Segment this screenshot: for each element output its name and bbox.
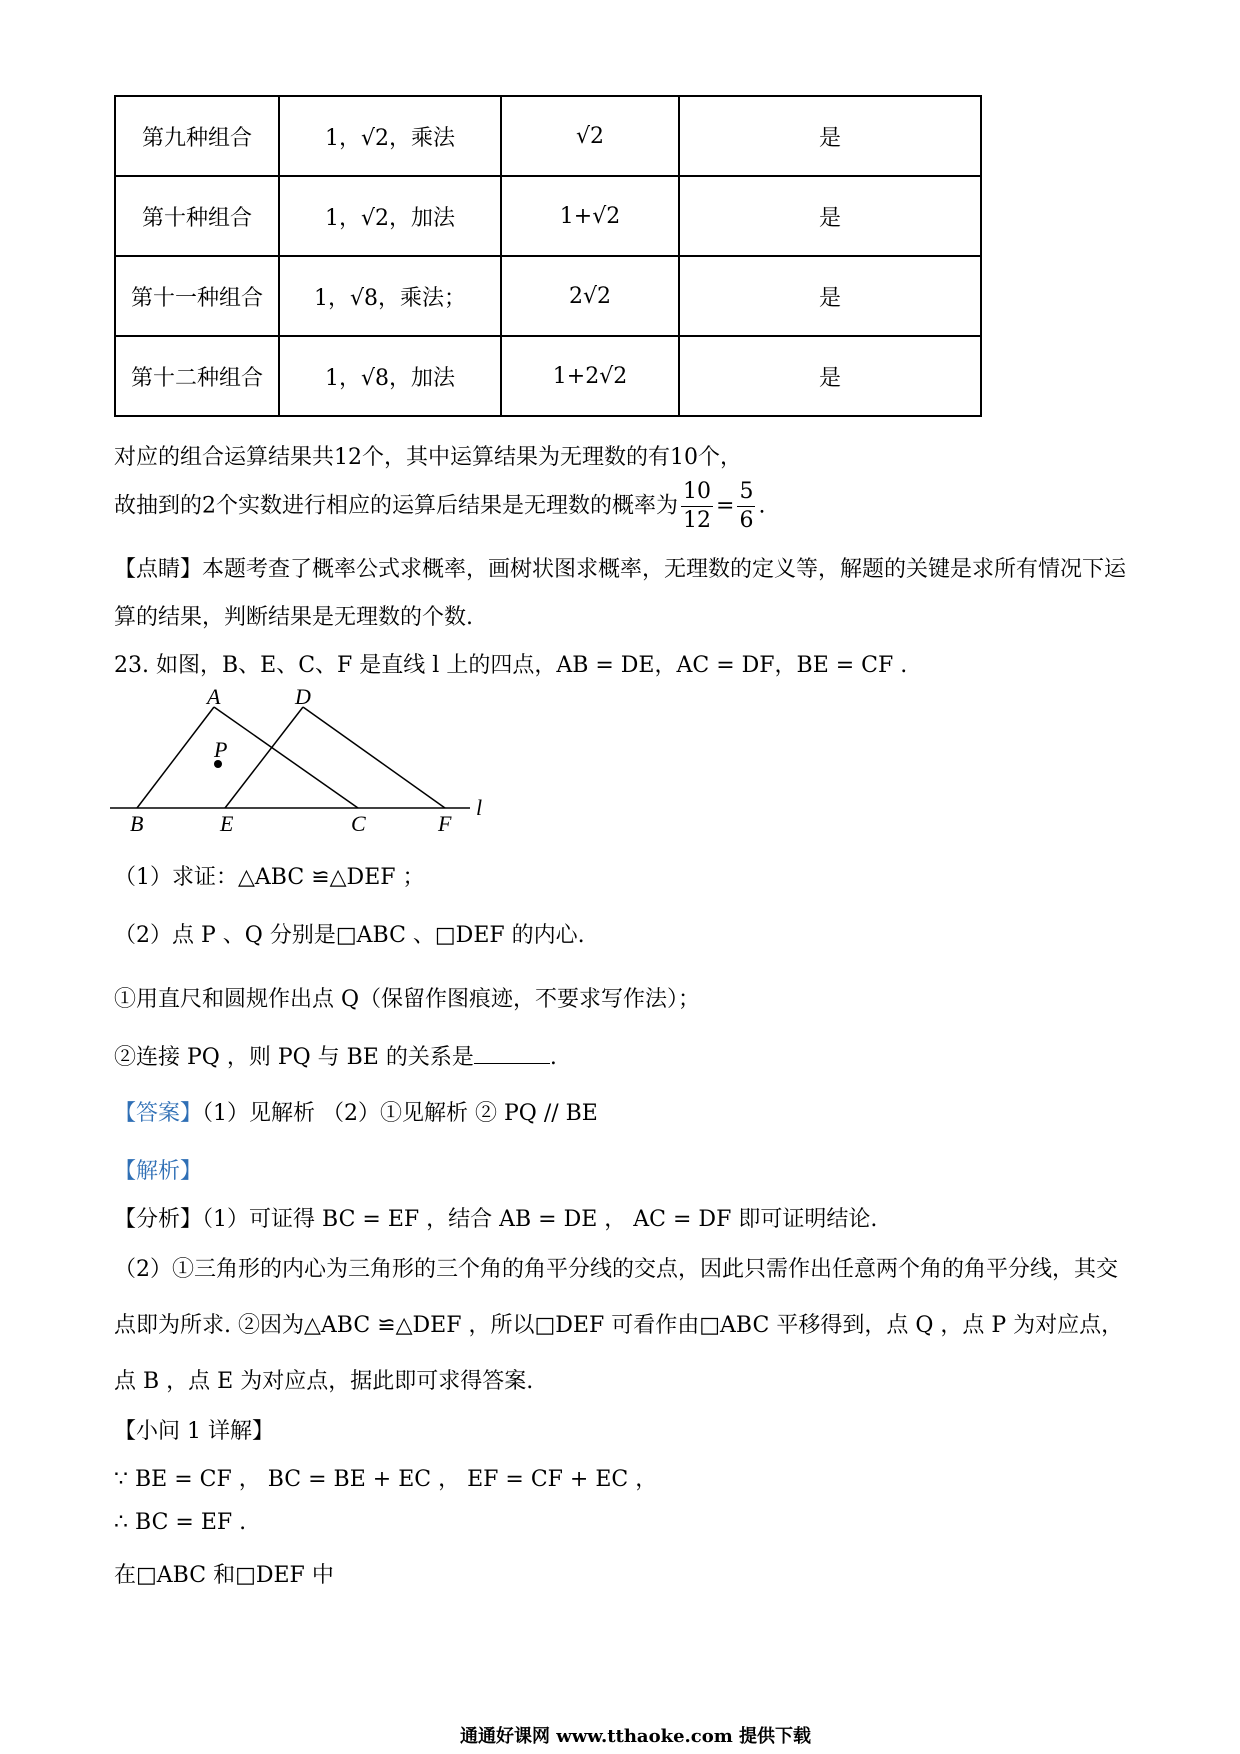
table-cell: 是 bbox=[679, 96, 981, 176]
analysis-line-1: 【分析】（1）可证得 BC = EF ，结合 AB = DE ， AC = DF 即可证明结论. bbox=[114, 1207, 878, 1232]
table-cell: 第十一种组合 bbox=[115, 256, 279, 336]
label-d: D bbox=[295, 685, 311, 709]
fraction bbox=[681, 478, 713, 535]
label-f: F bbox=[438, 811, 452, 835]
table-cell: 是 bbox=[679, 256, 981, 336]
proof-line-2: ∴ BC = EF . bbox=[114, 1510, 247, 1535]
fraction bbox=[737, 478, 755, 535]
table-cell: 1，√8，乘法； bbox=[279, 256, 501, 336]
comment-line-2: 算的结果，判断结果是无理数的个数. bbox=[114, 605, 473, 630]
geometry-figure bbox=[110, 685, 500, 835]
table-cell: 第十二种组合 bbox=[115, 336, 279, 416]
table-row bbox=[115, 256, 981, 336]
proof-line-3: 在□ABC 和□DEF 中 bbox=[114, 1563, 334, 1588]
period: . bbox=[549, 1045, 557, 1070]
comment-line-1: 【点睛】本题考查了概率公式求概率，画树状图求概率，无理数的定义等，解题的关键是求所有情况下运 bbox=[114, 557, 1127, 582]
summary-line-1: 对应的组合运算结果共12个，其中运算结果为无理数的有10个， bbox=[114, 445, 742, 470]
detail-tag: 【小问 1 详解】 bbox=[114, 1419, 274, 1444]
proof-line-1: ∵ BE = CF ， BC = BE + EC ， EF = CF + EC ， bbox=[114, 1467, 658, 1492]
table-cell: 1+√2 bbox=[501, 176, 679, 256]
answer-tag: 【答案】 bbox=[114, 1101, 203, 1126]
label-e: E bbox=[220, 811, 234, 835]
question-23-part-2: （2）点 P 、Q 分别是□ABC 、□DEF 的内心. bbox=[114, 923, 585, 948]
table-cell: 是 bbox=[679, 336, 981, 416]
table-row bbox=[115, 96, 981, 176]
table-row bbox=[115, 176, 981, 256]
table-cell: 1，√2，乘法 bbox=[279, 96, 501, 176]
table-cell: √2 bbox=[501, 96, 679, 176]
label-a: A bbox=[207, 685, 221, 709]
page-footer: 通通好课网 www.tthaoke.com 提供下载 bbox=[460, 1726, 812, 1747]
answer-body: （1）见解析 （2）①见解析 ② PQ // BE bbox=[202, 1101, 598, 1126]
table-cell: 第十种组合 bbox=[115, 176, 279, 256]
question-23-part-2b bbox=[114, 1040, 557, 1071]
table-cell: 1+2√2 bbox=[501, 336, 679, 416]
table-cell: 第九种组合 bbox=[115, 96, 279, 176]
summary-text: 故抽到的2个实数进行相应的运算后结果是无理数的概率为 bbox=[114, 493, 678, 519]
fraction-denominator: 12 bbox=[683, 508, 711, 533]
segment-ab bbox=[137, 707, 214, 808]
fraction-numerator: 10 bbox=[681, 478, 713, 507]
fraction-denominator: 6 bbox=[739, 508, 754, 533]
label-p: P bbox=[214, 737, 228, 762]
period: . bbox=[758, 493, 766, 519]
combination-table bbox=[114, 95, 982, 417]
label-b: B bbox=[130, 811, 144, 835]
segment-df bbox=[303, 707, 445, 808]
table-cell: 2√2 bbox=[501, 256, 679, 336]
question-23-part-2a: ①用直尺和圆规作出点 Q（保留作图痕迹，不要求写作法）； bbox=[114, 987, 701, 1012]
table-row bbox=[115, 336, 981, 416]
fraction-numerator: 5 bbox=[737, 478, 755, 507]
segment-ac bbox=[214, 707, 358, 808]
answer-blank bbox=[474, 1043, 550, 1064]
answer-line bbox=[114, 1096, 598, 1127]
label-c: C bbox=[351, 811, 366, 835]
equals-sign: = bbox=[716, 493, 735, 519]
question-text: ②连接 PQ ，则 PQ 与 BE 的关系是 bbox=[114, 1045, 474, 1070]
analysis-line-2: （2）①三角形的内心为三角形的三个角的角平分线的交点，因此只需作出任意两个角的角平分线，其交 bbox=[114, 1257, 1119, 1282]
table-cell: 是 bbox=[679, 176, 981, 256]
summary-line-2 bbox=[114, 478, 765, 535]
question-23: 23. 如图，B、E、C、F 是直线 l 上的四点，AB = DE，AC = DF，BE = CF . bbox=[114, 653, 908, 678]
table-cell: 1，√8，加法 bbox=[279, 336, 501, 416]
analysis-tag: 【解析】 bbox=[114, 1159, 203, 1184]
label-l: l bbox=[476, 795, 483, 820]
analysis-line-4: 点 B ，点 E 为对应点，据此即可求得答案. bbox=[114, 1369, 534, 1394]
analysis-line-3: 点即为所求. ②因为△ABC ≌△DEF ，所以□DEF 可看作由□ABC 平移得到，点 Q ，点 P 为对应点， bbox=[114, 1313, 1124, 1338]
table-cell: 1，√2，加法 bbox=[279, 176, 501, 256]
question-23-part-1: （1）求证：△ABC ≌△DEF ； bbox=[114, 865, 425, 890]
